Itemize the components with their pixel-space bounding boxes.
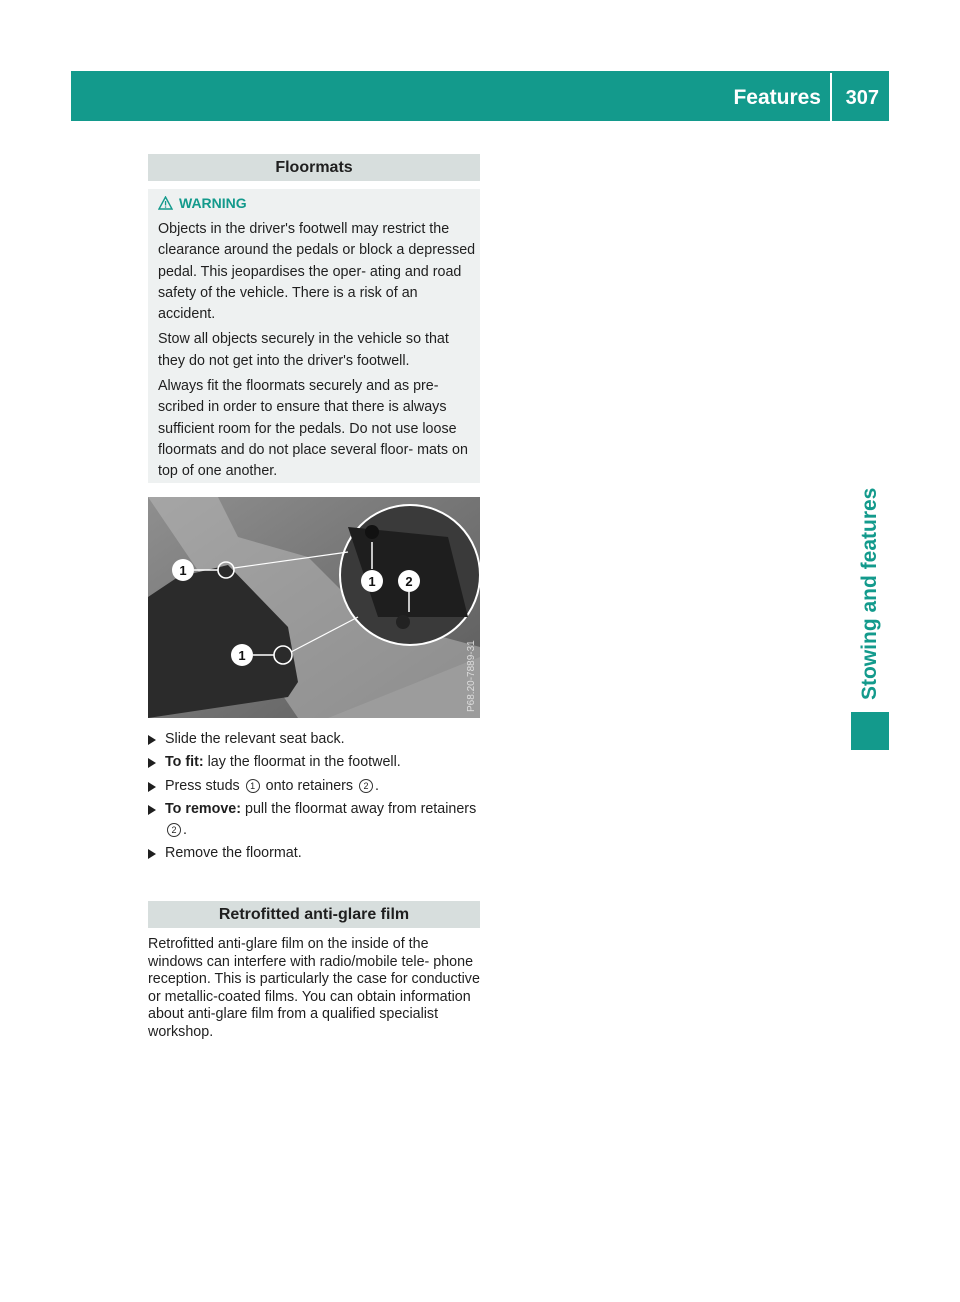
step-item <box>148 776 488 797</box>
warning-paragraph: Stow all objects securely in the vehicle so that they do not get into the driver's footwell. <box>158 331 449 369</box>
step-text: Remove the floormat. <box>165 845 302 862</box>
step-item <box>148 799 488 842</box>
floormat-illustration <box>148 497 480 718</box>
side-tab-marker <box>851 712 889 750</box>
step-label: To fit: <box>165 754 204 771</box>
side-tab-label: Stowing and features <box>858 487 881 700</box>
step-text: onto retainers <box>261 777 358 794</box>
warning-body <box>158 219 476 487</box>
callout-1-icon: 1 <box>246 779 260 793</box>
antiglare-body: Retrofitted anti-glare film on the inside of the windows can interfere with radio/mobile tele- phone reception. This is particularly the case for conductive or metallic-coated films. You can obtain information about anti-glare film from a qualified specialist workshop. <box>148 936 480 1040</box>
step-text: pull the floormat away from retainers <box>241 800 477 817</box>
callout-1-marker <box>231 644 253 666</box>
floormat-steps <box>148 729 488 867</box>
callout-number: 2 <box>405 574 413 589</box>
step-item <box>148 752 488 773</box>
warning-triangle-icon <box>158 196 173 210</box>
callout-2-marker <box>398 570 420 592</box>
warning-box <box>148 189 480 483</box>
step-text: . <box>375 777 380 794</box>
step-arrow-icon <box>148 849 156 859</box>
callout-1-marker <box>172 559 194 581</box>
step-item <box>148 729 488 750</box>
header-bar <box>71 71 889 121</box>
page-number: 307 <box>845 87 879 109</box>
figure-code: P68.20-7889-31 <box>466 640 477 712</box>
warning-label: WARNING <box>179 195 247 211</box>
callout-1-marker <box>361 570 383 592</box>
step-item <box>148 843 488 864</box>
callout-number: 1 <box>368 574 376 589</box>
warning-paragraph: Always fit the floormats securely and as pre- scribed in order to ensure that there is always sufficient room for the pedals. Do not use loose floormats and do not place several floor- mats on top of one another. <box>158 378 468 480</box>
header-title: Features <box>733 86 821 109</box>
step-text: Press studs <box>165 777 244 794</box>
section-title-floormats: Floormats <box>148 154 480 181</box>
callout-number: 1 <box>179 563 187 578</box>
section-title-antiglare: Retrofitted anti-glare film <box>148 901 480 928</box>
callout-2-icon: 2 <box>359 779 373 793</box>
step-arrow-icon <box>148 805 156 815</box>
callout-2-icon: 2 <box>167 823 181 837</box>
warning-paragraph: Objects in the driver's footwell may restrict the clearance around the pedals or block a depressed pedal. This jeopardises the oper- ating and road safety of the vehicle. There is a risk of an accident. <box>158 221 476 323</box>
step-label: To remove: <box>165 800 242 817</box>
callout-number: 1 <box>238 648 246 663</box>
step-arrow-icon <box>148 735 156 745</box>
step-arrow-icon <box>148 782 156 792</box>
step-arrow-icon <box>148 758 156 768</box>
step-text: Slide the relevant seat back. <box>165 731 345 747</box>
warning-heading <box>158 195 247 211</box>
step-text: lay the floormat in the footwell. <box>203 754 401 771</box>
step-text: . <box>183 822 187 839</box>
header-separator <box>830 73 832 121</box>
